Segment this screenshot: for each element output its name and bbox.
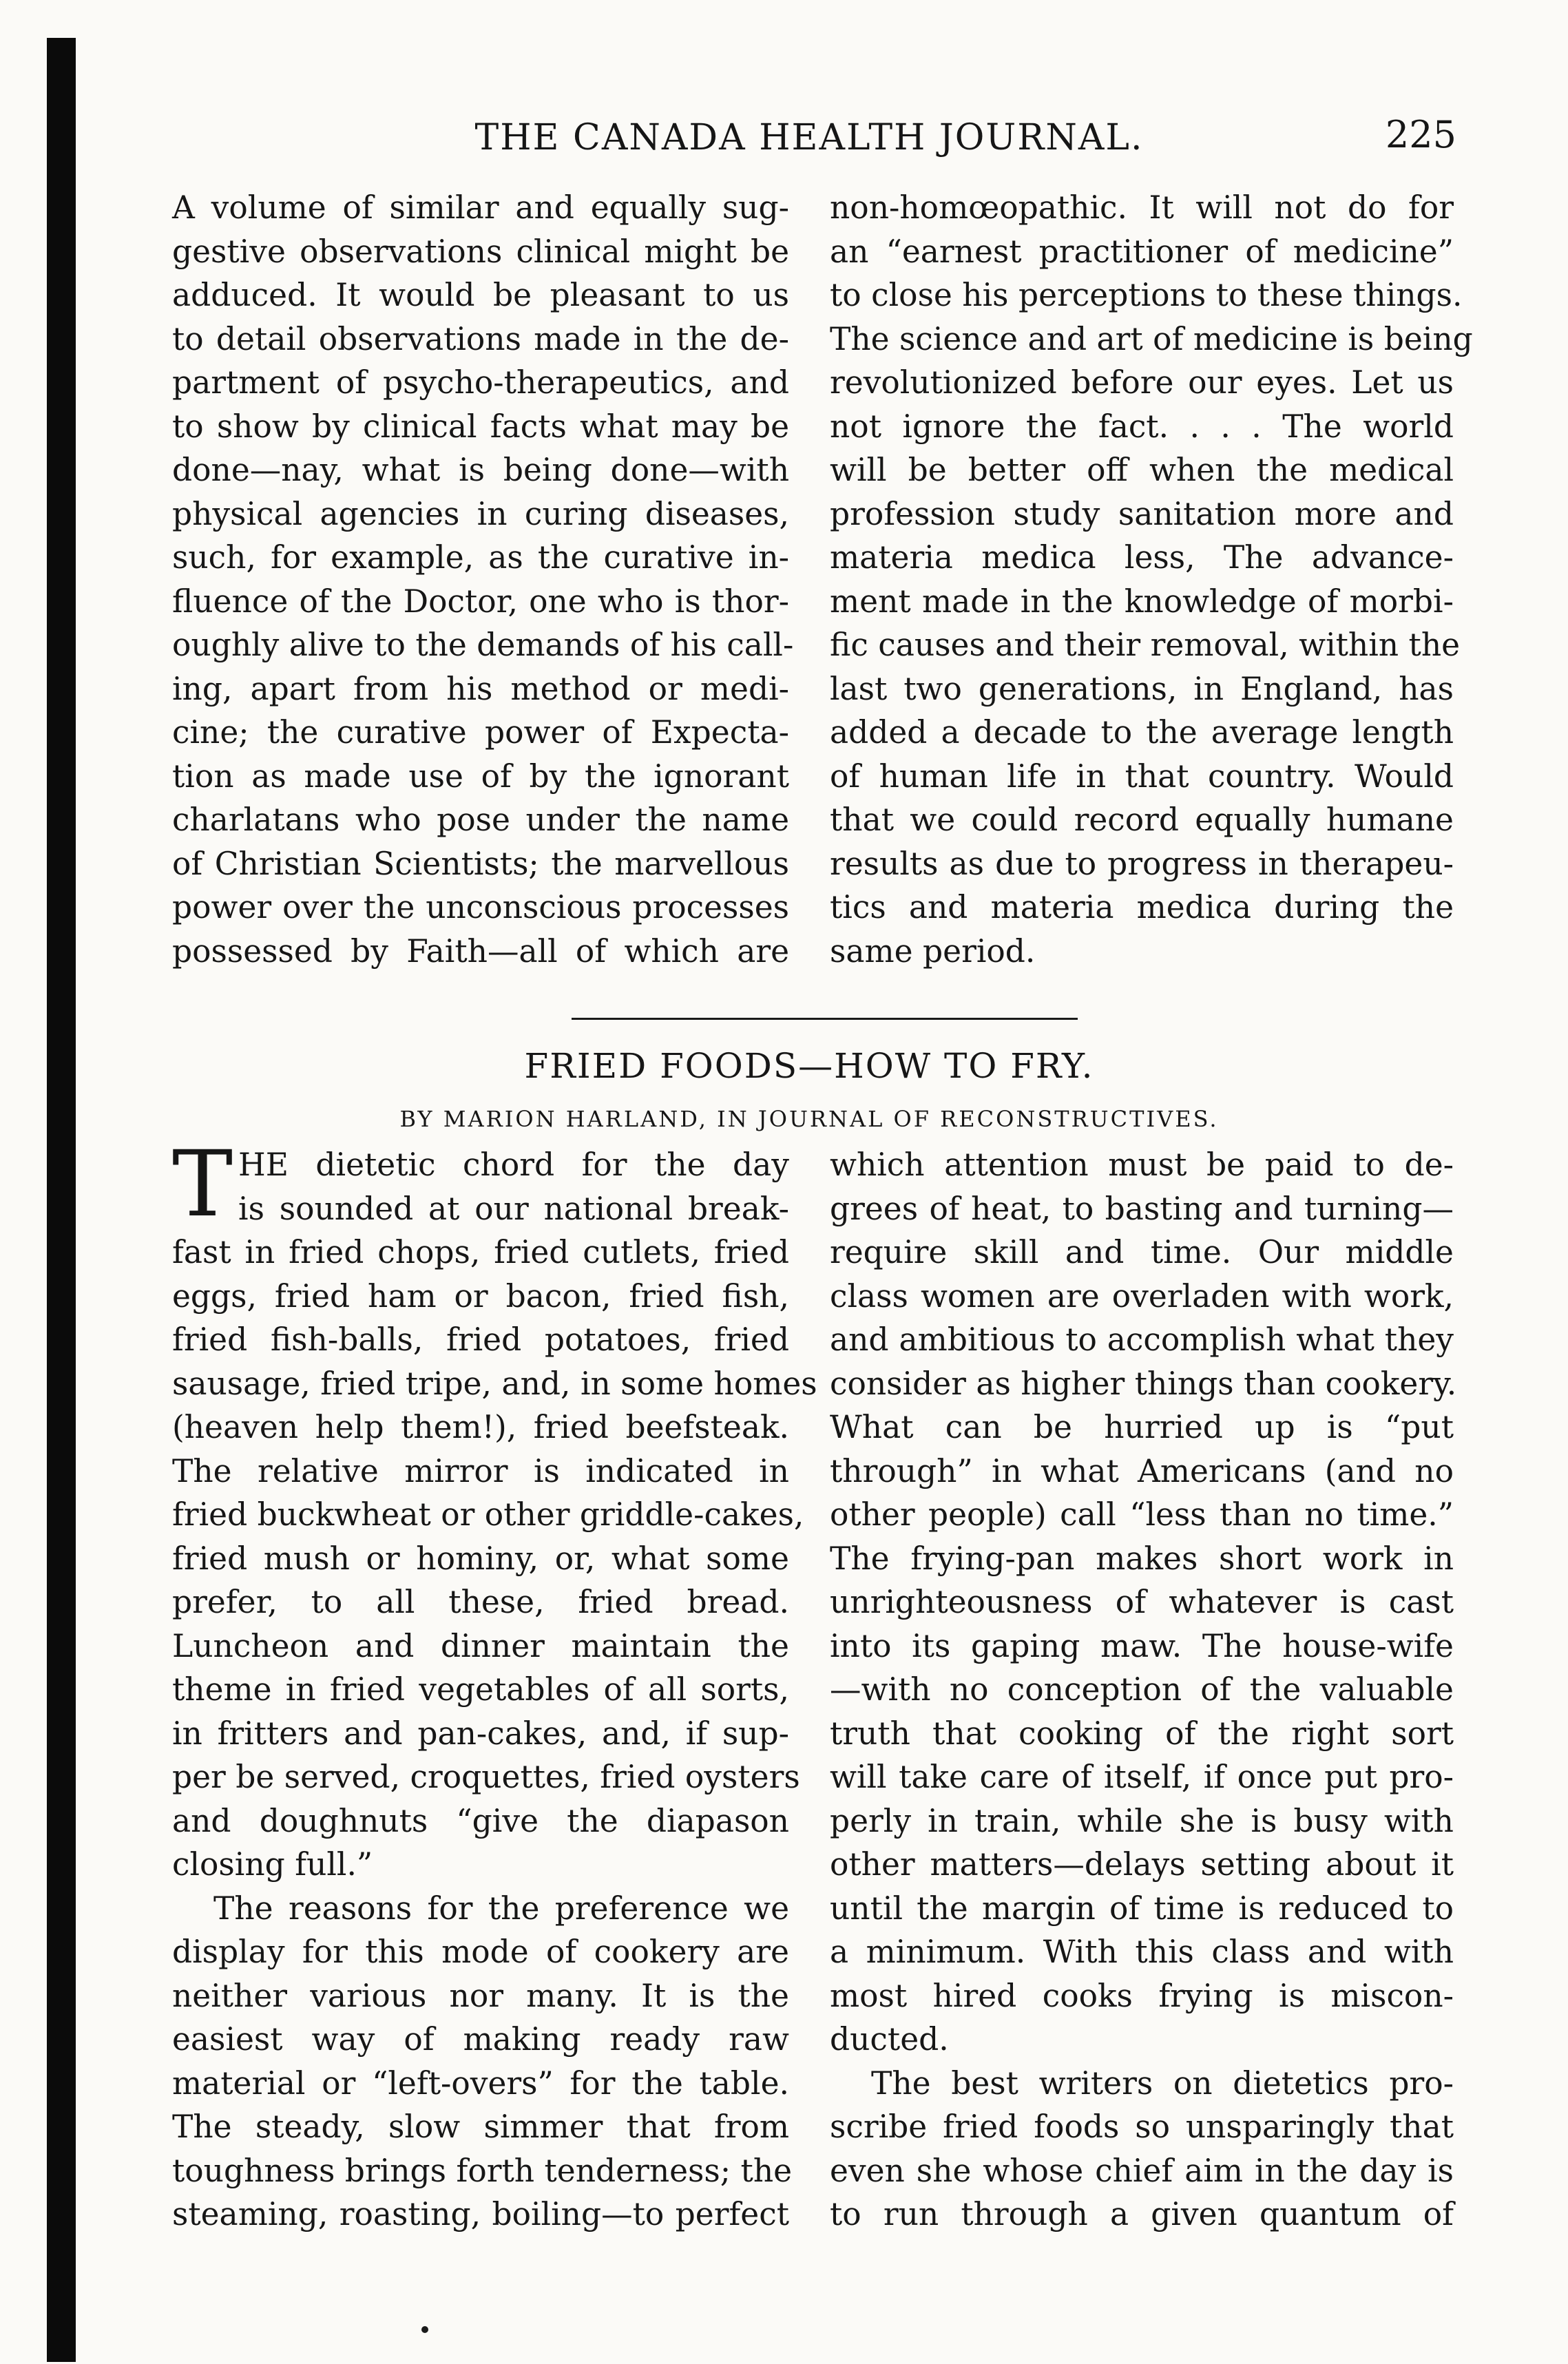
text-line: to show by clinical facts what may be — [172, 408, 789, 445]
text-line: tion as made use of by the ignorant — [172, 757, 789, 795]
text-line: which attention must be paid to de- — [830, 1147, 1454, 1183]
text-line: in fritters and pan-cakes, and, if sup- — [172, 1715, 789, 1752]
text-line: fried buckwheat or other griddle-cakes, — [172, 1496, 804, 1533]
text-line: materia medica less, The advance- — [830, 539, 1454, 576]
text-line: HE dietetic chord for the day — [238, 1147, 789, 1183]
text-line: A volume of similar and equally sug- — [172, 189, 789, 226]
text-line: added a decade to the average length — [830, 714, 1454, 751]
stray-ink-dot — [421, 2326, 428, 2333]
text-line: that we could record equally humane — [830, 802, 1454, 838]
page-number: 225 — [1385, 113, 1456, 156]
text-line: What can be hurried up is “put — [830, 1409, 1454, 1445]
text-line: toughness brings forth tenderness; the — [172, 2152, 793, 2189]
text-line: a minimum. With this class and with — [830, 1934, 1454, 1970]
drop-cap-paragraph — [172, 1131, 789, 1237]
text-line: closing full.” — [172, 1846, 373, 1883]
text-line: profession study sanitation more and — [830, 495, 1454, 532]
text-line: will take care of itself, if once put pro- — [830, 1759, 1454, 1795]
text-line: fluence of the Doctor, one who is thor- — [172, 583, 789, 620]
text-line: last two generations, in England, has — [830, 670, 1454, 707]
text-line: fried mush or hominy, or, what some — [172, 1540, 789, 1577]
text-line: non-homœopathic. It will not do for — [830, 189, 1454, 226]
drop-cap-letter: T — [172, 1131, 233, 1237]
text-line: oughly alive to the demands of his call- — [172, 627, 794, 663]
text-line: is sounded at our national break- — [238, 1190, 789, 1227]
text-line: unrighteousness of whatever is cast — [830, 1584, 1454, 1620]
text-line: possessed by Faith—all of which are — [172, 932, 789, 970]
text-line: not ignore the fact. . . . The world — [830, 408, 1454, 445]
text-line: into its gaping maw. The house-wife — [830, 1627, 1454, 1664]
page-binding-edge — [47, 38, 76, 2362]
text-line: require skill and time. Our middle — [830, 1234, 1454, 1270]
top-left-column — [172, 186, 794, 973]
text-line: per be served, croquettes, fried oysters — [172, 1759, 800, 1795]
text-line: and doughnuts “give the diapason — [172, 1802, 789, 1839]
running-title: THE CANADA HEALTH JOURNAL. — [474, 117, 1144, 158]
text-line: an “earnest practitioner of medicine” — [830, 233, 1454, 270]
text-line: revolutionized before our eyes. Let us — [830, 364, 1454, 401]
text-line: cine; the curative power of Expecta- — [172, 714, 789, 751]
text-line: The best writers on dietetics pro- — [871, 2064, 1454, 2102]
text-line: fast in fried chops, fried cutlets, fried — [172, 1234, 789, 1270]
text-line: of human life in that country. Would — [830, 757, 1454, 795]
text-line: The reasons for the preference we — [213, 1890, 789, 1927]
text-line: The relative mirror is indicated in — [172, 1452, 789, 1489]
text-line: to run through a given quantum of — [830, 2196, 1454, 2232]
text-line: to close his perceptions to these things. — [830, 277, 1463, 313]
text-line: same period. — [830, 932, 1036, 970]
text-line: charlatans who pose under the name — [172, 802, 789, 838]
text-line: sausage, fried tripe, and, in some homes — [172, 1365, 817, 1402]
text-line: steaming, roasting, boiling—to perfect — [172, 2196, 789, 2232]
text-line: even she whose chief aim in the day is — [830, 2152, 1454, 2189]
text-line: other people) call “less than no time.” — [830, 1496, 1454, 1533]
text-line: ing, apart from his method or medi- — [172, 670, 789, 707]
text-line: fic causes and their removal, within the — [830, 627, 1461, 663]
text-line: grees of heat, to basting and turning— — [830, 1190, 1454, 1227]
text-line: The frying-pan makes short work in — [830, 1540, 1454, 1577]
text-line: truth that cooking of the right sort — [830, 1715, 1454, 1752]
text-line: display for this mode of cookery are — [172, 1934, 789, 1970]
text-line: physical agencies in curing diseases, — [172, 495, 789, 532]
text-line: until the margin of time is reduced to — [830, 1890, 1454, 1927]
text-line: The steady, slow simmer that from — [172, 2109, 789, 2145]
text-line: The science and art of medicine is being — [830, 320, 1473, 357]
text-line: ducted. — [830, 2021, 949, 2058]
text-line: done—nay, what is being done—with — [172, 452, 789, 488]
page-header — [162, 110, 1456, 165]
text-line: other matters—delays setting about it — [830, 1846, 1454, 1883]
text-line: power over the unconscious processes — [172, 889, 789, 925]
text-line: theme in fried vegetables of all sorts, — [172, 1671, 789, 1708]
top-right-column — [830, 186, 1473, 973]
text-line: prefer, to all these, fried bread. — [172, 1584, 789, 1620]
text-line: material or “left-overs” for the table. — [172, 2064, 789, 2102]
text-line: ment made in the knowledge of morbi- — [830, 583, 1454, 620]
text-line: to detail observations made in the de- — [172, 320, 789, 357]
text-line: of Christian Scientists; the marvellous — [172, 845, 789, 882]
bottom-left-column — [172, 1131, 817, 2237]
bottom-right-column — [830, 1143, 1457, 2237]
text-line: gestive observations clinical might be — [172, 233, 789, 270]
text-line: results as due to progress in therapeu- — [830, 845, 1454, 882]
text-line: fried fish-balls, fried potatoes, fried — [172, 1321, 789, 1358]
text-line: Luncheon and dinner maintain the — [172, 1627, 789, 1664]
article-byline: BY MARION HARLAND, IN JOURNAL OF RECONSTRUCTIVES. — [399, 1106, 1219, 1132]
text-line: scribe fried foods so unsparingly that — [830, 2109, 1454, 2145]
text-line: adduced. It would be pleasant to us — [172, 277, 789, 313]
text-line: will be better off when the medical — [830, 452, 1454, 488]
article-title: FRIED FOODS—HOW TO FRY. — [524, 1046, 1094, 1086]
text-line: partment of psycho-therapeutics, and — [172, 364, 789, 401]
text-line: tics and materia medica during the — [830, 889, 1454, 925]
text-line: such, for example, as the curative in- — [172, 539, 789, 576]
text-line: (heaven help them!), fried beefsteak. — [172, 1409, 789, 1445]
text-line: and ambitious to accomplish what they — [830, 1321, 1454, 1358]
text-line: class women are overladen with work, — [830, 1277, 1454, 1315]
text-line: —with no conception of the valuable — [830, 1671, 1454, 1708]
text-line: eggs, fried ham or bacon, fried fish, — [172, 1277, 789, 1315]
text-line: easiest way of making ready raw — [172, 2021, 789, 2058]
text-line: perly in train, while she is busy with — [830, 1802, 1454, 1839]
text-line: most hired cooks frying is miscon- — [830, 1977, 1454, 2014]
text-line: through” in what Americans (and no — [830, 1452, 1454, 1489]
text-line: consider as higher things than cookery. — [830, 1365, 1457, 1402]
section-separator — [572, 1018, 1078, 1020]
text-line: neither various nor many. It is the — [172, 1977, 789, 2014]
